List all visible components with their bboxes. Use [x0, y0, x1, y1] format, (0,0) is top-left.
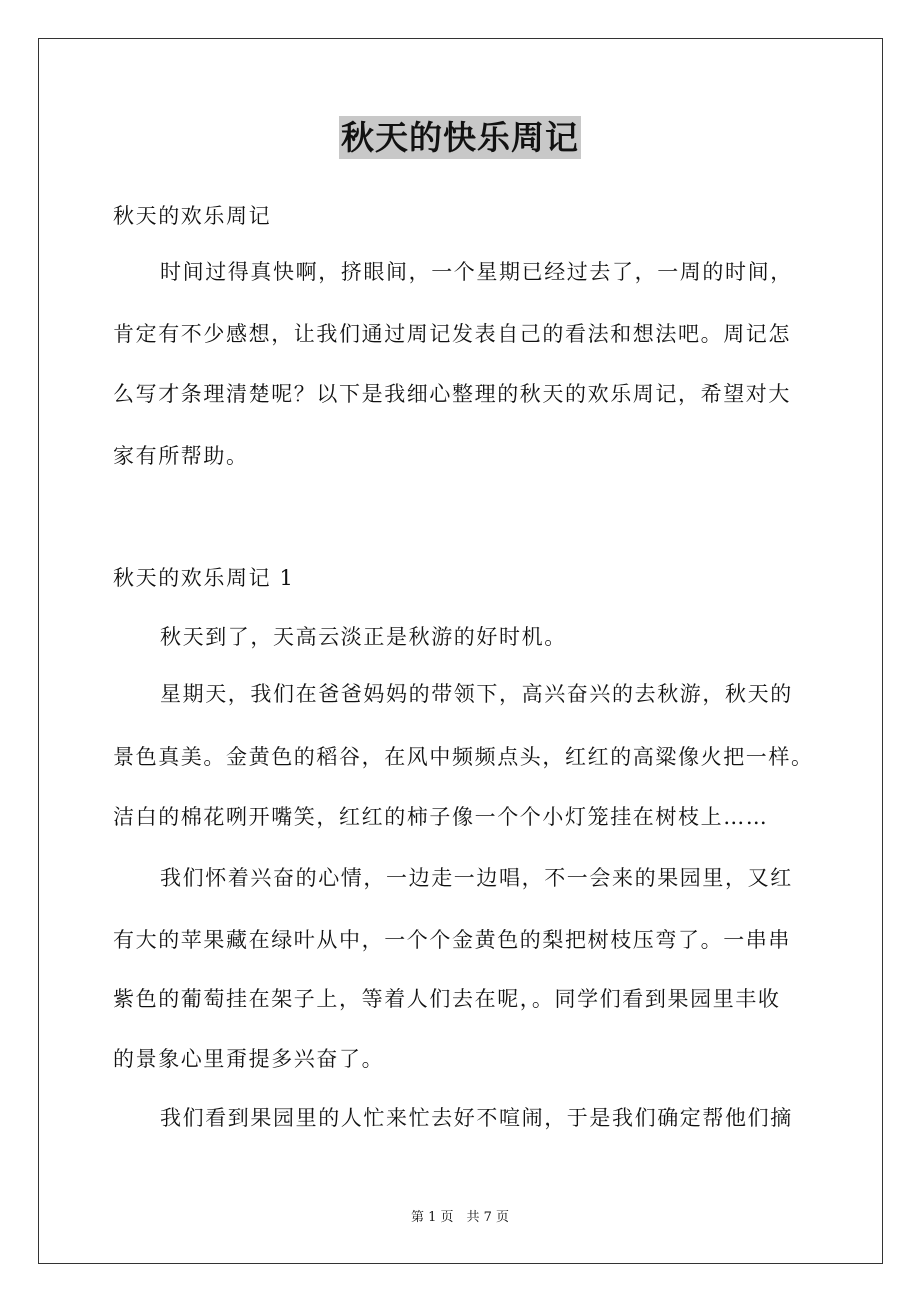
document-title: 秋天的快乐周记	[341, 118, 579, 157]
paragraph-line: 的景象心里甭提多兴奋了。	[113, 1047, 385, 1071]
page-number-footer: 第 1 页 共 7 页	[410, 1210, 510, 1225]
paragraph-line: 我们怀着兴奋的心情，一边走一边唱，不一会来的果园里，又红	[160, 866, 793, 890]
intro-line: 时间过得真快啊，挤眼间，一个星期已经过去了，一周的时间，	[160, 260, 793, 284]
paragraph-line: 我们看到果园里的人忙来忙去好不喧闹，于是我们确定帮他们摘	[160, 1106, 793, 1130]
paragraph-line: 景色真美。金黄色的稻谷，在风中频频点头，红红的高粱像火把一样。	[113, 745, 814, 769]
subtitle: 秋天的欢乐周记	[113, 204, 272, 228]
paragraph-line: 紫色的葡萄挂在架子上，等着人们去在呢，。同学们看到果园里丰收	[113, 987, 781, 1011]
paragraph-line: 秋天到了，天高云淡正是秋游的好时机。	[160, 625, 567, 649]
intro-line: 肯定有不少感想，让我们通过周记发表自己的看法和想法吧。周记怎	[113, 322, 791, 346]
section-heading: 秋天的欢乐周记 1	[113, 566, 295, 590]
document-title-block	[0, 112, 920, 159]
intro-line: 家有所帮助。	[113, 444, 249, 468]
paragraph-line: 星期天，我们在爸爸妈妈的带领下，高兴奋兴的去秋游，秋天的	[160, 682, 793, 706]
paragraph-line: 有大的苹果藏在绿叶从中，一个个金黄色的梨把树枝压弯了。一串串	[113, 928, 791, 952]
intro-line: 么写才条理清楚呢？以下是我细心整理的秋天的欢乐周记，希望对大	[113, 382, 791, 406]
paragraph-line: 洁白的棉花咧开嘴笑，红红的柿子像一个个小灯笼挂在树枝上……	[113, 805, 769, 829]
